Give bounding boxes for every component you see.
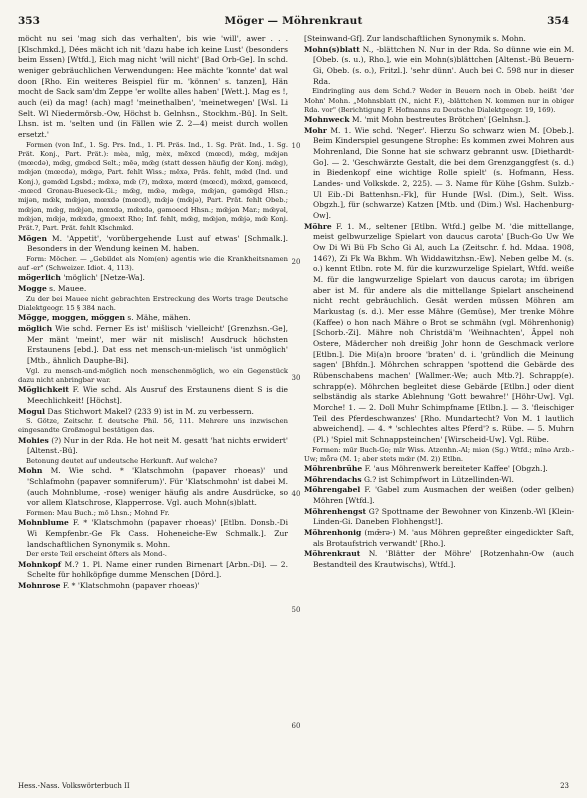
remark-note: Formen (von Inf., 1. Sg. Prs. Ind., 1. Pl. Präs. Ind., 1. Sg. Prät. Ind., 1. Sg. Prät. Konj., Part. Prät.): mèa, mīg, mèx, mēxcd (mœcd), mœ̄g, mœ̄jən (mœcdə), mœ̄g, gmœ̄cd Selt.; mēə, mœ̄g (statt dessen häufig der Konj. mœ̄g), mœ̄jən (mœcdə), mœ̄gə, Part. fehlt Wiss.; mēxə, Präs. fehlt, mœ̄d (Ind. und Konj.), gəmœ̄d Lgsbd.; mœ̄xə, mœ̄ (?), mœ̄xə, mœrd (mœcd), mœ̄xd, gəmœcd, -mœcd Gronau-Bueseck-Gi.; mœ̄g, mœ̄ə, mœ̄gə, mœ̄jən, gəmœ̄gd Hlsn.; mijən, mœ̄k, mœ̄jən, mœxdə (mœcd), mœ̄jə (mœ̄jə), Part. Prät. fehlt Obeb.; mœ̄jən, mœ̄g, mœ̄jən, mœxdə, mœ̄xdə, gəmoecd Hhsn.; mœ̄jən Mar.; mœ̄yəl, mœ̄jən, mœ̄jə, mœ̄xdə, gmoext Rho; Inf. fehlt, mœ̄g, mœ̄jən, mœ̄jə, mœ̄ Konj. Prät.?, Part. Prät. fehlt Klschmkd. [18, 140, 288, 233]
dictionary-entry [18, 518, 288, 550]
dictionary-entry [304, 475, 574, 486]
entry-body: s. Mauee. [46, 284, 87, 294]
dictionary-entry [18, 234, 288, 255]
entry-continuation: möcht nu sei 'mag sich das verhalten', bis wie 'will', awer . . . [Klschmkd.], Dées mächt ich nit 'dazu habe ich keine Lust' (besonders beim Essen) [Wtfd.], Eich mag nicht 'will nicht' [Bad Orb-Ge]. In schd. weniger gebräuchlichen Verwendungen: Hee mächte 'konnte' dat wal doon [Rho. Ein weiteres Beispiel für m. 'können' s. tanzen], Hän mocht de Sack sam'dm Zeppe 'er wollte alles haben' [Wett.]. Mag es !, auch (ei) da mag! (ach) mag! 'meinethalben', 'meinetwegen' [Wsl. Li Selt. Wl Niedermörsb.-Ow, Höchst b. Gelnhsn., Stockhm.-Bü]. In Selt. Lhsn. ist m. 'selten und (in Fällen wie Z. 2—4) meist durch wollen ersetzt.' [18, 34, 288, 139]
entry-lemma: Möhrenkraut [304, 549, 361, 559]
entry-body: F. * 'Klatschmohn (papaver rhoeas)' [60, 580, 200, 590]
remark-note: Zu der bei Mauee nicht gebrachten Erstreckung des Worts trage Deutsche Dialektgeogr. 15 § 384 nach. [18, 294, 288, 313]
entry-body: 'möglich' [Netze-Wa]. [60, 273, 145, 283]
dictionary-entry [18, 385, 288, 406]
left-column [18, 34, 288, 592]
dictionary-entry [304, 126, 574, 222]
entry-body: M. 'Appetit', 'vorübergehende Lust auf etwas' [Schmalk.]. Besonders in der Wendung keinen M. haben. [27, 233, 288, 254]
entry-lemma: Möhrenhengst [304, 506, 366, 516]
entry-lemma: mögerlich [18, 273, 61, 283]
dictionary-entry [18, 324, 288, 367]
dictionary-entry [18, 560, 288, 581]
entry-body: G.? ist Schimpfwort in Lützellinden-Wl. [361, 474, 514, 484]
line-number: 40 [291, 490, 301, 498]
entry-body: Das Stichwort Makel? (233 9) ist in M. zu verbessern. [45, 406, 254, 416]
entry-lemma: Mohn [18, 466, 43, 476]
line-number: 10 [291, 142, 301, 150]
entry-body: G? Spottname der Bewohner von Kinzenb.-Wl [Klein-Linden-Gi. Daneben Flohhengst!]. [313, 506, 574, 527]
dictionary-entry [304, 115, 574, 126]
entry-lemma: Möhrendachs [304, 474, 362, 484]
entry-body: F. * 'Klatschmohn (papaver rhoeas)' [Etlbn. Donsb.-Di Wi Kempfenbr.-Ge Fk Cass. Hoheneiche-Ew Schmalk.]. Zur landschaftlichen Synonymik s. Mohn. [27, 518, 288, 549]
line-number: 50 [291, 606, 301, 614]
entry-body: M. 1. Wie schd. 'Neger'. Hierzu So schwarz wien M. [Obeb.]. Beim Kinderspiel gesungene Strophe: Es kommen zwei Mohren aus Mohrenland, Die Sonne hat sie schwarz gebrannt usw. [Diethardt-Go]. — 2. 'Geschwärzte Gestalt, die bei dem Grenzganggfest (s. d.) in Biedenkopf eine wichtige Rolle spielt' (s. Hofmann, Hess. Landes- und Volkskde. 2, 225). — 3. Name für Kühe [Gshm. Sulzb.-Ul Eib.-Di Battenhsn.-Fk], für Hunde [Wsl. (Dim.), Selt. Wiss. Obgzh.], für (schwarze) Katzen [Mtb. und (Dim.) Wsl. Hachenburg-Ow]. [313, 125, 574, 221]
entry-body: F. 'aus Möhrenwerk bereiteter Kaffee' [Obgzh.]. [362, 464, 548, 474]
dictionary-entry [304, 45, 574, 88]
dictionary-entry [18, 466, 288, 509]
entry-lemma: Mohnblume [18, 518, 69, 528]
line-number: 60 [291, 722, 301, 730]
entry-lemma: Mögen [18, 233, 47, 243]
page-number-right: 354 [547, 15, 569, 27]
dictionary-entry [18, 436, 288, 457]
dictionary-entry [18, 407, 288, 418]
entry-body: M. 'mit Mohn bestreutes Brötchen' [Gelnhsn.]. [349, 115, 531, 125]
entry-body: M.? 1. Pl. Name einer runden Birnenart [Arbn.-Di]. — 2. Schelte für hohlköpfige dumme Menschen [Dörd.]. [27, 559, 288, 580]
entry-body: N., -blättchen N. Nur in der Rda. So dünne wie ein M. [Obeb. (s. u.), Rho.], wie ein Mohn(s)blättchen [Altenst.-Bü Beuern-Gi, Obeb. (s. o.), Fritzl.]. 'sehr dünn'. Auch bei C. 598 nur in dieser Rda. [313, 44, 574, 86]
entry-body: Wie schd. Ferner Es ist' mišlisch 'vielleicht' [Grenzhsn.-Ge], Mer mänt 'meint', mer wär nit mislisch! Ausdruck höchsten Erstaunens [ebd.]. Dat ess net mensch-un-mielisch 'ist unmöglich' [Mtb., ähnlich Dauphe-Bi]. [27, 324, 288, 365]
line-number: 20 [291, 258, 301, 266]
entry-body: s. Mähe, mähen. [124, 313, 191, 323]
remark-note: Betonung deutet auf undeutsche Herkunft. Auf welche? [26, 457, 218, 466]
entry-lemma: Mohnweck [304, 115, 350, 125]
dictionary-entry [304, 528, 574, 549]
entry-body: F. Wie schd. Als Ausruf des Erstaunens dient S is die Meechlichkeit! [Höchst]. [27, 385, 288, 405]
footer-signature: 23 [560, 782, 569, 790]
right-column [304, 34, 574, 571]
entry-body: M. Wie schd. * 'Klatschmohn (papaver rhoeas)' und 'Schlafmohn (papaver somniferum)'. Für 'Klatschmohn' ist dabei M. (auch Mohnblume, -rose) weniger häufig als andre Ausdrücke, so vor allem Klatschrose, Klapperrose. Vgl. auch Mohn(s)blatt. [27, 466, 288, 508]
entry-lemma: Möhre [304, 221, 332, 231]
dictionary-entry [18, 581, 288, 592]
entry-lemma: Mohn(s)blatt [304, 44, 360, 54]
entry-continuation: [Steinwand-Gf]. Zur landschaftlichen Synonymik s. Mohn. [304, 34, 526, 43]
dictionary-entry [304, 507, 574, 528]
remark-note: Formen: Mau Buch.; mō Lhsn.; Mohnd Fr. [26, 509, 170, 518]
entry-body: (mœ̄rə-) M. 'aus Möhren gepreßter eingedickter Saft, als Brotaufstrich verwandt' [Rho.]. [313, 528, 574, 548]
entry-body: (?) Nur in der Rda. He hot neit M. gesatt 'hat nichts erwidert' [Altenst.-Bü]. [27, 435, 288, 456]
dictionary-entry [304, 549, 574, 570]
page-number-left: 353 [18, 15, 40, 27]
entry-lemma: Mogul [18, 406, 46, 416]
dictionary-entry [304, 222, 574, 446]
dictionary-entry [18, 273, 288, 284]
entry-lemma: Möhrenbrühe [304, 464, 363, 474]
remark-note: Form: Möcher. — „Gebildet als Nom(en) agentis wie die Krankheitsnamen auf -er" (Schweizer. Idiot. 4, 113). [18, 254, 288, 273]
entry-lemma: Mogge [18, 284, 47, 294]
dictionary-entry [304, 485, 574, 506]
remark-note: S. Götze, Zeitschr. f. deutsche Phil. 56, 111. Mehrere uns inzwischen eingesandte Großmogul bestätigen das. [18, 417, 288, 435]
entry-lemma: Mohnkopf [18, 559, 62, 569]
entry-lemma: Möglichkeit [18, 385, 69, 395]
entry-lemma: Mögge, moggen, möggen [18, 313, 125, 323]
entry-lemma: Mohies [18, 435, 49, 445]
entry-lemma: Mohr [304, 125, 327, 135]
entry-lemma: möglich [18, 324, 53, 333]
entry-body: F. 1. M., seltener [Etlbn. Wtfd.] gelbe M. 'die mittellange, meist gelbwurzelige Spielart von daucus carota' [Buch-Go Uw We Ow Di Wi Bü Fb Scho Gi Al, auch La (Zeitschr. f. hd. Mdaa. 1908, 146?), Zi Fk Wa Bkhm. Wh Widdawitzhsn.-Ew]. Neben gelbe M. (s. o.) kennt Etlbn. rote M. für die kurzwurzelige Spielart, Wtfd. weiße M. für die langwurzelige Spielart von daucus carota; im übrigen aber ist M. für andere als die mittellange Spielart anscheinend nicht recht gebräuchlich. Gesät werden müssen Möhren am Markustag (s. d.). Mer esse Mähre (Gemüse), Mer trenke Möhre (Kaffee) o hon nach Mähre o Brot se schmähn (vgl. Möhrenhonig) [Schorb.-Zi]. Mähre noh Christdä'm 'Weihnachten', Äppel noh Ostere, Mädercher noh dreißig Johr honn de Geschmack verlore [Etlbn.]. Die Mi(a)n broore 'braten' d. i. 'gründlich die Meinung sagen' [Bhfdn.]. Möhrchen schrappen 'spottend die Gebärde des Rübenschabens machen' [Wallmer.-We; auch Mtb.?]. Schrapp(e). schrapp(e). Möhrchen begleitet diese Gebärde [Etlbn.] oder dient selbständig als starke Ablehnung 'Gott bewahre!' [Höhr-Uw]. Vgl. Morche! 1. — 2. Doll Muhr Schimpfname [Etlbn.]. — 3. 'fleischiger Teil des Pferdeschwanzes' [Rho. Mundartecht? Von M. 1 lautlich abweichend]. — 4. * 'schlechtes altes Pferd'? s. Rübe. — 5. Muhrn (Pl.) 'Spiel mit Schnappsteinchen' [Wirscheid-Uw]. Vgl. Rübe. [313, 221, 574, 444]
remark-note: Formen: mūr Buch-Go; mīr Wiss. Atzenhn.-Al; miən (Sg.) Wtfd.; mīnə Arzb.-Uw; mȫrə (M. 1; aber stets mœ̄r (M. 2)) Etlbn. [304, 445, 574, 463]
dictionary-entry [18, 284, 288, 295]
dictionary-entry [18, 313, 288, 324]
dictionary-entry [304, 464, 574, 475]
entry-lemma: Möhrenhonig [304, 528, 362, 538]
entry-body: F. 'Gabel zum Ausmachen der weißen (oder gelben) Möhren [Wtfd.]. [313, 485, 574, 506]
running-title: Möger — Möhrenkraut [224, 15, 363, 27]
page-footer [18, 782, 569, 792]
entry-lemma: Möhrengabel [304, 485, 361, 495]
remark-note: Der erste Teil erscheint öfters als Mond-. [26, 550, 167, 559]
remark-note: Eindringling aus dem Schd.? Weder in Beuern noch in Obeb. heißt 'der Mohn' Mohn. „Mohnsblatt (N., nicht F.), -blättchen N. kommen nur in obiger Rda. vor" (Berichtigung F. Hofmanns zu Deutsche Dialektgeogr. 19, 169). [304, 87, 574, 114]
line-number: 30 [291, 374, 301, 382]
entry-lemma: Mohnrose [18, 580, 61, 590]
running-header [18, 14, 569, 28]
footer-imprint: Hess.-Nass. Volkswörterbuch II [18, 782, 130, 790]
remark-note: Vgl. zu mensch-und-möglich noch menschenmöglich, wo ein Gegenstück dazu nicht anbringbar war. [18, 366, 288, 384]
entry-body: N. 'Blätter der Möhre' [Rotzenhahn-Ow (auch Bestandteil des Krautwischs), Wtfd.]. [313, 549, 574, 570]
